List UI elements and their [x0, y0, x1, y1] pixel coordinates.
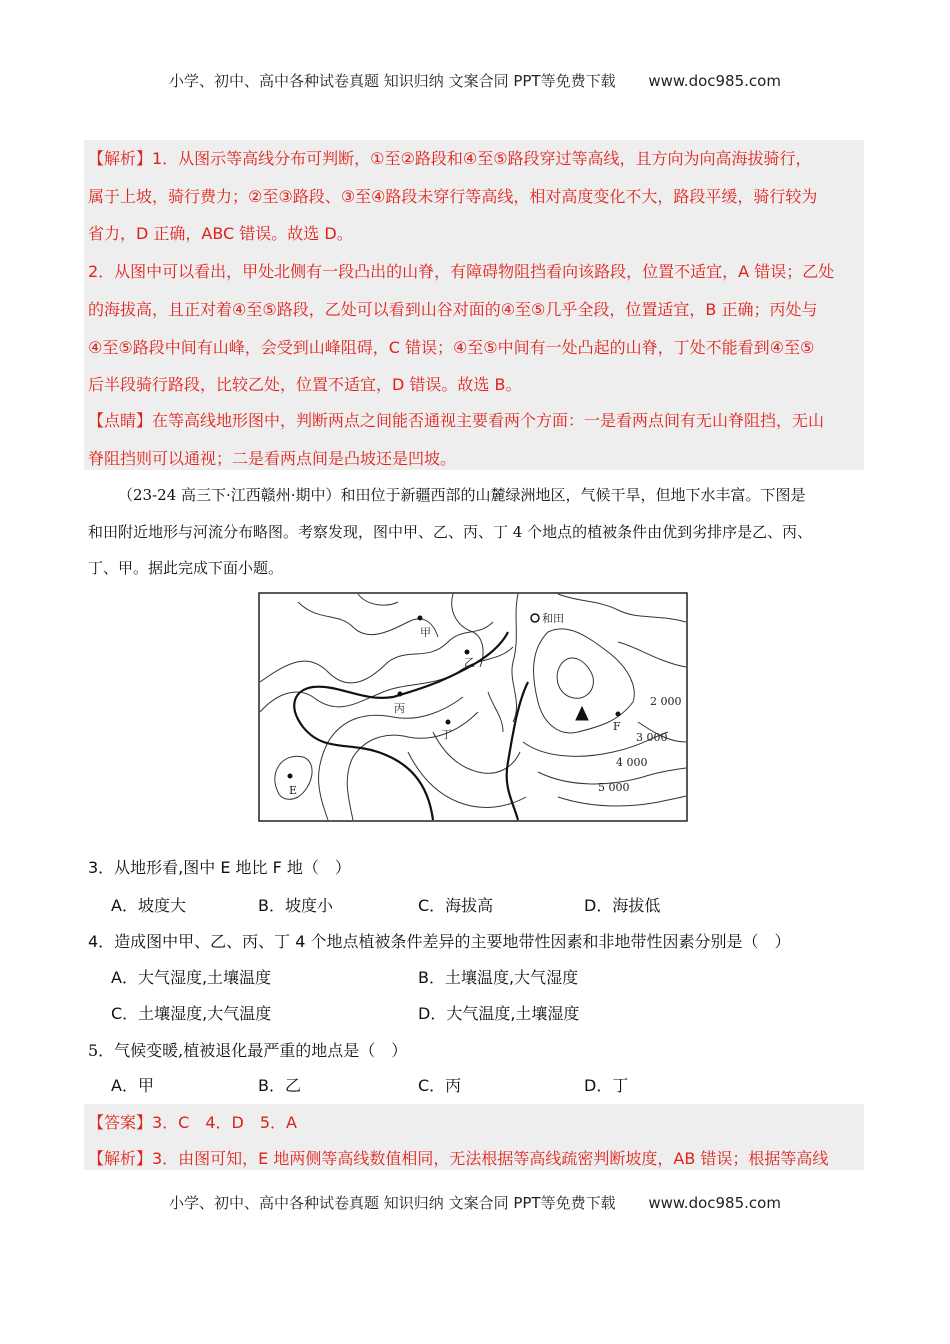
header-site-link[interactable]: www.doc985.com: [648, 72, 781, 90]
intro-line: 和田附近地形与河流分布略图。考察发现，图中甲、乙、丙、丁 4 个地点的植被条件由优到劣排序是乙、丙、: [88, 523, 813, 541]
map-label-jia: 甲: [420, 626, 431, 639]
map-label-yi: 乙: [464, 656, 475, 669]
analysis-line: 2．从图中可以看出，甲处北侧有一段凸出的山脊，有障碍物阻挡看向该路段，位置不适宜，A 错误；乙处: [88, 262, 835, 281]
map-label-ding: 丁: [441, 728, 452, 741]
contour-label-2000: 2 000: [650, 695, 682, 708]
map-label-city: 和田: [542, 612, 564, 625]
analysis-line: 属于上坡，骑行费力；②至③路段、③至④路段未穿行等高线，相对高度变化不大，路段平缓，骑行较为: [88, 187, 818, 206]
footer-text: 小学、初中、高中各种试卷真题 知识归纳 文案合同 PPT等免费下载: [169, 1194, 616, 1212]
peak-triangle-icon: [576, 707, 588, 720]
intro-line: 丁、甲。据此完成下面小题。: [88, 559, 284, 577]
question-3-stem: 3．从地形看,图中 E 地比 F 地（ ）: [88, 858, 351, 877]
rivers: [294, 632, 528, 820]
map-label-e: E: [289, 784, 298, 797]
analysis-3-line: 【解析】3．由图可知，E 地两侧等高线数值相同，无法根据等高线疏密判断坡度，AB 错误；根据等高线: [88, 1149, 829, 1168]
intro-line: （23-24 高三下·江西赣州·期中）和田位于新疆西部的山麓绿洲地区，气候干旱，但地下水丰富。下图是: [118, 486, 806, 504]
tip-line: 【点睛】在等高线地形图中，判断两点之间能否通视主要看两个方面：一是看两点间有无山脊阻挡，无山: [88, 411, 825, 430]
question-4-option-b[interactable]: B．土壤温度,大气湿度: [418, 968, 579, 987]
map-label-bing: 丙: [394, 702, 405, 715]
point-ding-marker: [446, 720, 451, 725]
question-5-option-c[interactable]: C．丙: [418, 1076, 462, 1095]
point-yi-marker: [465, 650, 470, 655]
point-f-marker: [616, 712, 621, 717]
question-4-option-d[interactable]: D．大气温度,土壤湿度: [418, 1004, 580, 1023]
question-4-option-c[interactable]: C．土壤湿度,大气温度: [111, 1004, 272, 1023]
analysis-line: 【解析】1．从图示等高线分布可判断，①至②路段和④至⑤路段穿过等高线，且方向为向高海拔骑行，: [88, 149, 812, 168]
answer-line: 【答案】3．C 4．D 5．A: [88, 1113, 297, 1132]
point-jia-marker: [418, 616, 423, 621]
question-5-option-b[interactable]: B．乙: [258, 1076, 301, 1095]
question-3-option-a[interactable]: A．坡度大: [111, 896, 186, 915]
city-marker-icon: [531, 614, 539, 622]
footer-site-link[interactable]: www.doc985.com: [648, 1194, 781, 1212]
contour-label-3000: 3 000: [636, 731, 668, 744]
page-header: [0, 70, 950, 91]
analysis-line: 省力，D 正确，ABC 错误。故选 D。: [88, 224, 353, 243]
page-footer: [0, 1192, 950, 1213]
question-4-option-a[interactable]: A．大气湿度,土壤温度: [111, 968, 272, 987]
terrain-river-map: [258, 592, 688, 822]
tip-line: 脊阻挡则可以通视；二是看两点间是凸坡还是凹坡。: [88, 449, 457, 468]
question-3-option-d[interactable]: D．海拔低: [584, 896, 661, 915]
question-5-stem: 5．气候变暖,植被退化最严重的地点是（ ）: [88, 1041, 408, 1060]
question-4-stem: 4．造成图中甲、乙、丙、丁 4 个地点植被条件差异的主要地带性因素和非地带性因素分别是（ ）: [88, 932, 791, 951]
point-e-marker: [288, 774, 293, 779]
contour-label-4000: 4 000: [616, 756, 648, 769]
point-bing-marker: [398, 692, 403, 697]
contour-label-5000: 5 000: [598, 781, 630, 794]
question-3-option-b[interactable]: B．坡度小: [258, 896, 333, 915]
map-label-f: F: [613, 720, 621, 733]
analysis-line: 的海拔高，且正对着④至⑤路段，乙处可以看到山谷对面的④至⑤几乎全段，位置适宜，B 正确；丙处与: [88, 300, 818, 319]
question-5-option-a[interactable]: A．甲: [111, 1076, 154, 1095]
analysis-line: 后半段骑行路段，比较乙处，位置不适宜，D 错误。故选 B。: [88, 375, 522, 394]
analysis-line: ④至⑤路段中间有山峰，会受到山峰阻碍，C 错误；④至⑤中间有一处凸起的山脊，丁处不能看到④至⑤: [88, 338, 815, 357]
question-3-option-c[interactable]: C．海拔高: [418, 896, 494, 915]
header-text: 小学、初中、高中各种试卷真题 知识归纳 文案合同 PPT等免费下载: [169, 72, 616, 90]
question-5-option-d[interactable]: D．丁: [584, 1076, 629, 1095]
